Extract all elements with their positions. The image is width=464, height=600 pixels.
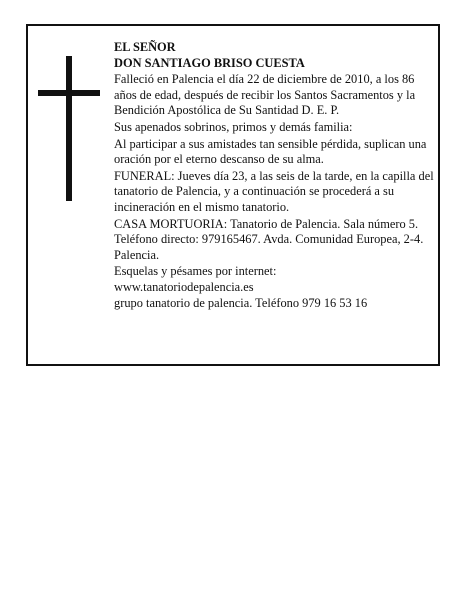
prayer-request: Al participar a sus amistades tan sensible pérdida, suplican una oración por el eterno descanso de su alma. (114, 136, 427, 167)
cross-vertical-bar (66, 56, 72, 201)
deceased-name: DON SANTIAGO BRISO CUESTA (114, 55, 305, 70)
death-announcement: Falleció en Palencia el día 22 de diciembre de 2010, a los 86 años de edad, después de recibir los Santos Sacramentos y la Bendición Apostólica de Su Santidad D. E. P. (114, 72, 416, 118)
deceased-title: EL SEÑOR (114, 40, 176, 54)
internet-condolences: Esquelas y pésames por internet: (114, 264, 277, 279)
latin-cross-icon (38, 56, 100, 201)
group-phone: grupo tanatorio de palencia. Teléfono 979 16 53 16 (114, 295, 368, 310)
notice-text (114, 40, 436, 311)
mortuary-details: CASA MORTUORIA: Tanatorio de Palencia. Sala número 5. Teléfono directo: 979165467. Avda. Comunidad Europea, 2-4. Palencia. (114, 216, 424, 262)
website-link[interactable]: www.tanatoriodepalencia.es (114, 279, 254, 294)
funeral-details: FUNERAL: Jueves día 23, a las seis de la tarde, en la capilla del tanatorio de Palencia, y a continuación se procederá a su incineración en el mismo tanatorio. (114, 168, 434, 214)
family-line: Sus apenados sobrinos, primos y demás familia: (114, 119, 353, 134)
obituary-notice (26, 24, 440, 366)
cross-horizontal-bar (38, 90, 100, 96)
